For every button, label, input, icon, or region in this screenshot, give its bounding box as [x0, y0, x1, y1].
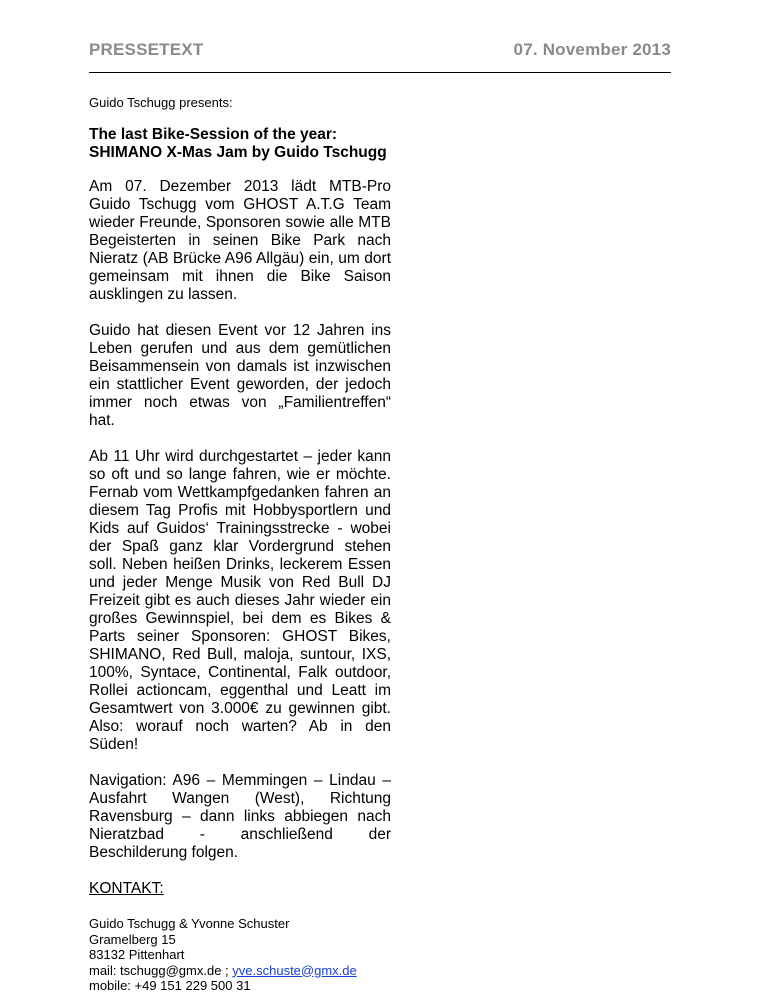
- headline: [89, 126, 391, 162]
- paragraph-navigation: Navigation: A96 – Memmingen – Lindau – Ausfahrt Wangen (West), Richtung Ravensburg – dann links abbiegen nach Nieratzbad - anschließend der Beschilderung folgen.: [89, 772, 391, 861]
- headline-line-1: The last Bike-Session of the year:: [89, 126, 338, 143]
- document-date: 07. November 2013: [513, 40, 671, 59]
- intro-line: Guido Tschugg presents:: [89, 95, 233, 110]
- contact-mail-link[interactable]: yve.schuste@gmx.de: [232, 962, 357, 978]
- document-type-label: PRESSETEXT: [89, 40, 204, 59]
- contact-city: 83132 Pittenhart: [89, 947, 185, 962]
- contact-mail-text: mail: tschugg@gmx.de ;: [89, 962, 233, 978]
- contact-mail: [89, 963, 391, 979]
- press-release-body: [89, 95, 391, 994]
- page-header: [89, 40, 671, 73]
- contact-name: Guido Tschugg & Yvonne Schuster: [89, 916, 290, 931]
- contact-street: Gramelberg 15: [89, 931, 176, 947]
- paragraph-event-details: Ab 11 Uhr wird durchgestartet – jeder kann so oft und so lange fahren, wie er möchte. Fernab vom Wettkampfgedanken fahren an diesem Tag Profis mit Hobbysportlern und Kids auf Guidos‘ Trainingsstrecke - wobei der Spaß ganz klar Vordergrund stehen soll. Neben heißen Drinks, leckerem Essen und jeder Menge Musik von Red Bull DJ Freizeit gibt es auch dieses Jahr wieder ein großes Gewinnspiel, bei dem es Bikes & Parts seiner Sponsoren: GHOST Bikes, SHIMANO, Red Bull, maloja, suntour, IXS, 100%, Syntace, Continental, Falk outdoor, Rollei actioncam, eggenthal und Leatt im Gesamtwert von 3.000€ zu gewinnen gibt. Also: worauf noch warten? Ab in den Süden!: [89, 448, 391, 753]
- contact-mobile: mobile: +49 151 229 500 31: [89, 978, 251, 993]
- paragraph-event-announcement: Am 07. Dezember 2013 lädt MTB-Pro Guido Tschugg vom GHOST A.T.G Team wieder Freunde, Sponsoren sowie alle MTB Begeisterten in seinen Bike Park nach Nieratz (AB Brücke A96 Allgäu) ein, um dort gemeinsam mit ihnen die Bike Saison ausklingen zu lassen.: [89, 178, 391, 303]
- headline-line-2: SHIMANO X-Mas Jam by Guido Tschugg: [89, 144, 387, 161]
- paragraph-event-history: Guido hat diesen Event vor 12 Jahren ins Leben gerufen und aus dem gemütlichen Beisammensein von damals ist inzwischen ein stattlicher Event geworden, der jedoch immer noch etwas von „Familientreffen“ hat.: [89, 322, 391, 429]
- contact-block: [89, 916, 391, 994]
- contact-heading: KONTAKT:: [89, 880, 164, 897]
